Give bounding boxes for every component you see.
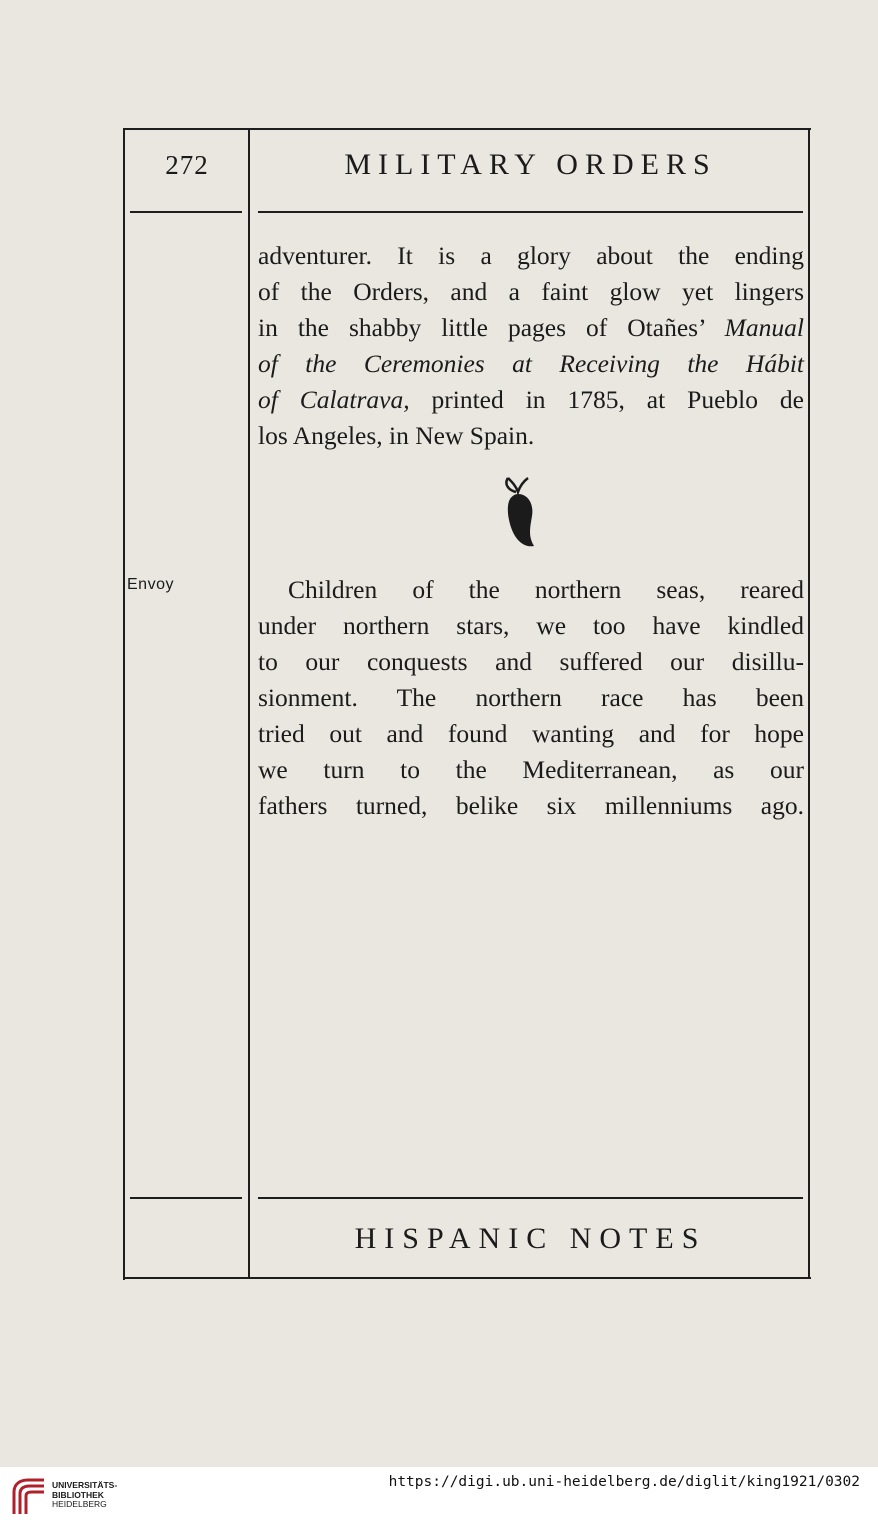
logo-line: HEIDELBERG xyxy=(52,1499,107,1509)
frame-bottom-rule xyxy=(123,1277,811,1279)
page-number: 272 xyxy=(165,150,209,180)
text-line: Children of the northern seas, reared xyxy=(288,575,804,604)
text-line xyxy=(258,238,804,274)
text-run: printed in 1785, at Pueblo de xyxy=(409,385,804,414)
paragraph-envoy xyxy=(258,572,804,824)
library-logo-icon xyxy=(8,1474,52,1520)
paragraph-ending xyxy=(258,238,804,454)
text-line xyxy=(258,310,804,346)
text-run: adventurer. It is a glory about the ending xyxy=(258,241,804,270)
text-run: of the Orders, and a faint glow yet lingers xyxy=(258,277,804,306)
text-line xyxy=(258,346,804,382)
text-line xyxy=(258,418,804,454)
book-title-italic: of the Ceremonies at Receiving the Hábit xyxy=(258,349,804,378)
frame-right-rule xyxy=(808,128,810,1278)
text-line: to our conquests and suffered our disillu- xyxy=(258,647,804,676)
footer-title: HISPANIC NOTES xyxy=(354,1222,707,1255)
source-url-link[interactable]: https://digi.ub.uni-heidelberg.de/diglit/king1921/0302 xyxy=(388,1474,860,1490)
text-line: tried out and found wanting and for hope xyxy=(258,719,804,748)
library-logo-text xyxy=(52,1481,117,1510)
frame-column-divider xyxy=(248,128,250,1278)
text-run: in the shabby little pages of Otañes’ xyxy=(258,313,725,342)
text-line xyxy=(258,382,804,418)
text-line: under northern stars, we too have kindled xyxy=(258,611,804,640)
header-rule-right xyxy=(258,211,803,213)
book-title-italic: of Calatrava, xyxy=(258,385,410,414)
text-line: fathers turned, belike six millenniums ago. xyxy=(258,791,804,820)
text-line: we turn to the Mediterranean, as our xyxy=(258,755,804,784)
text-line xyxy=(258,274,804,310)
frame-top-rule xyxy=(123,128,811,130)
footer-rule-right xyxy=(258,1197,803,1199)
text-line: sionment. The northern race has been xyxy=(258,683,804,712)
logo-line: BIBLIOTHEK xyxy=(52,1489,104,1500)
header-rule-left xyxy=(130,211,242,213)
side-note-envoy: Envoy xyxy=(127,576,174,593)
frame-left-rule xyxy=(123,128,125,1280)
text-run: los Angeles, in New Spain. xyxy=(258,421,535,450)
logo-line: UNIVERSITÄTS- xyxy=(52,1480,118,1490)
running-title: MILITARY ORDERS xyxy=(344,148,717,181)
chili-pepper-ornament-icon xyxy=(498,472,538,554)
footer-rule-left xyxy=(130,1197,242,1199)
book-title-italic: Manual xyxy=(724,313,804,342)
